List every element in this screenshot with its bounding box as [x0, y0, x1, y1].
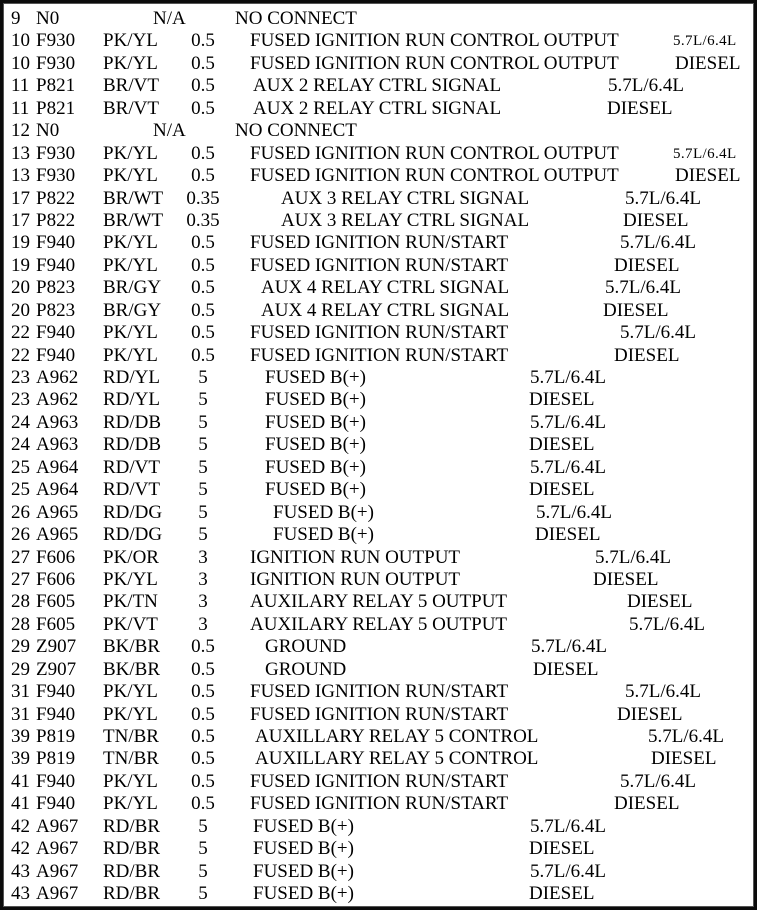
- engine-cell: DIESEL: [529, 389, 595, 411]
- function-cell: FUSED B(+): [265, 434, 366, 456]
- wire-color-cell: RD/YL: [103, 367, 160, 388]
- engine-cell: DIESEL: [603, 299, 669, 321]
- circuit-cell: P822: [36, 209, 76, 231]
- circuit-cell: A964: [36, 456, 79, 478]
- function-cell: FUSED IGNITION RUN/START: [250, 770, 509, 792]
- engine-cell: 5.7L/6.4L: [605, 277, 681, 299]
- pin-cell: 23: [11, 389, 30, 411]
- pin-cell: 9: [11, 8, 21, 29]
- gauge-cell: 5: [198, 524, 208, 546]
- gauge-cell: 0.5: [191, 97, 215, 119]
- circuit-cell: F606: [36, 568, 76, 590]
- pin-cell: 42: [11, 838, 30, 860]
- table-row: [3, 861, 754, 883]
- engine-cell: DIESEL: [593, 568, 659, 590]
- gauge-cell: N/A: [153, 8, 186, 29]
- gauge-cell: 0.5: [191, 254, 215, 276]
- pin-cell: 22: [11, 322, 30, 344]
- function-cell: FUSED IGNITION RUN CONTROL OUTPUT: [250, 165, 619, 187]
- function-cell: AUX 3 RELAY CTRL SIGNAL: [281, 209, 530, 231]
- table-row: [3, 816, 754, 838]
- pin-cell: 10: [11, 52, 30, 74]
- table-row: [3, 748, 754, 770]
- wire-color-cell: BR/GY: [103, 299, 162, 321]
- circuit-cell: A965: [36, 524, 79, 546]
- table-row: [3, 389, 754, 411]
- table-row: [3, 75, 754, 97]
- pin-cell: 23: [11, 367, 30, 388]
- table-row: [3, 457, 754, 479]
- function-cell: AUX 3 RELAY CTRL SIGNAL: [281, 187, 530, 209]
- gauge-cell: 5: [198, 501, 208, 523]
- engine-cell: 5.7L/6.4L: [536, 501, 612, 523]
- engine-cell: 5.7L/6.4L: [530, 860, 606, 882]
- gauge-cell: 3: [198, 568, 208, 590]
- engine-cell: 5.7L/6.4L: [620, 232, 696, 254]
- circuit-cell: F606: [36, 546, 76, 568]
- table-row: [3, 524, 754, 546]
- gauge-cell: 0.5: [191, 277, 215, 299]
- function-cell: FUSED B(+): [265, 479, 366, 501]
- gauge-cell: 0.5: [191, 793, 215, 815]
- circuit-cell: A963: [36, 434, 79, 456]
- function-cell: AUX 2 RELAY CTRL SIGNAL: [253, 75, 502, 97]
- function-cell: NO CONNECT: [235, 8, 357, 29]
- function-cell: FUSED IGNITION RUN CONTROL OUTPUT: [250, 30, 619, 52]
- circuit-cell: A963: [36, 411, 79, 433]
- engine-cell: DIESEL: [614, 344, 680, 366]
- engine-cell: DIESEL: [529, 883, 595, 905]
- pin-cell: 41: [11, 770, 30, 792]
- gauge-cell: 0.5: [191, 344, 215, 366]
- engine-cell: DIESEL: [533, 658, 599, 680]
- engine-cell: 5.7L/6.4L: [625, 187, 701, 209]
- circuit-cell: F940: [36, 703, 76, 725]
- table-row: [3, 210, 754, 232]
- table-row: [3, 726, 754, 748]
- function-cell: FUSED IGNITION RUN/START: [250, 232, 509, 254]
- gauge-cell: 5: [198, 456, 208, 478]
- table-row: [3, 143, 754, 165]
- gauge-cell: 0.5: [191, 703, 215, 725]
- circuit-cell: P822: [36, 187, 76, 209]
- wire-color-cell: PK/YL: [103, 344, 158, 366]
- engine-cell: DIESEL: [529, 838, 595, 860]
- pin-cell: 10: [11, 30, 30, 52]
- function-cell: FUSED IGNITION RUN/START: [250, 344, 509, 366]
- engine-cell: DIESEL: [675, 165, 741, 187]
- wire-color-cell: RD/BR: [103, 838, 161, 860]
- table-row: [3, 277, 754, 299]
- function-cell: AUX 4 RELAY CTRL SIGNAL: [261, 299, 510, 321]
- function-cell: AUXILLARY RELAY 5 CONTROL: [255, 748, 539, 770]
- engine-cell: 5.7L/6.4L: [625, 681, 701, 703]
- wire-color-cell: BR/WT: [103, 209, 164, 231]
- circuit-cell: N0: [36, 8, 60, 29]
- function-cell: FUSED IGNITION RUN/START: [250, 703, 509, 725]
- circuit-cell: A967: [36, 860, 79, 882]
- gauge-cell: 5: [198, 815, 208, 837]
- gauge-cell: 0.5: [191, 165, 215, 187]
- table-row: [3, 569, 754, 591]
- function-cell: FUSED B(+): [253, 815, 354, 837]
- engine-cell: 5.7L/6.4L: [531, 636, 607, 658]
- gauge-cell: 0.5: [191, 299, 215, 321]
- table-row: [3, 322, 754, 344]
- function-cell: FUSED B(+): [273, 524, 374, 546]
- circuit-cell: F605: [36, 613, 76, 635]
- pin-cell: 27: [11, 546, 30, 568]
- table-row: [3, 255, 754, 277]
- function-cell: FUSED B(+): [265, 367, 366, 388]
- gauge-cell: 5: [198, 411, 208, 433]
- gauge-cell: 5: [198, 367, 208, 388]
- table-row: [3, 614, 754, 636]
- wire-color-cell: BR/VT: [103, 75, 159, 97]
- function-cell: GROUND: [265, 658, 347, 680]
- engine-cell: DIESEL: [614, 254, 680, 276]
- pin-cell: 13: [11, 165, 30, 187]
- function-cell: FUSED IGNITION RUN/START: [250, 681, 509, 703]
- pin-cell: 39: [11, 726, 30, 747]
- table-row: [3, 883, 754, 905]
- engine-cell: 5.7L/6.4L: [530, 815, 606, 837]
- table-row: [3, 412, 754, 434]
- function-cell: FUSED B(+): [253, 883, 354, 905]
- wire-color-cell: RD/DB: [103, 411, 162, 433]
- pin-cell: 42: [11, 815, 30, 837]
- gauge-cell: 0.5: [191, 232, 215, 254]
- circuit-cell: A962: [36, 389, 79, 411]
- gauge-cell: 5: [198, 434, 208, 456]
- table-row: [3, 636, 754, 658]
- wire-color-cell: RD/BR: [103, 883, 161, 905]
- engine-cell: 5.7L/6.4L: [530, 411, 606, 433]
- table-row: [3, 681, 754, 703]
- wire-color-cell: BK/BR: [103, 658, 161, 680]
- engine-cell: 5.7L/6.4L: [620, 770, 696, 792]
- wire-color-cell: RD/YL: [103, 389, 160, 411]
- wire-color-cell: PK/YL: [103, 681, 158, 703]
- table-row: [3, 53, 754, 75]
- gauge-cell: 0.35: [186, 187, 220, 209]
- engine-cell: DIESEL: [529, 479, 595, 501]
- engine-cell: DIESEL: [617, 703, 683, 725]
- function-cell: FUSED B(+): [273, 501, 374, 523]
- pin-cell: 17: [11, 209, 30, 231]
- gauge-cell: 5: [198, 389, 208, 411]
- engine-cell: DIESEL: [535, 524, 601, 546]
- wire-color-cell: BK/BR: [103, 636, 161, 658]
- pin-cell: 20: [11, 299, 30, 321]
- wire-color-cell: RD/VT: [103, 456, 160, 478]
- function-cell: IGNITION RUN OUTPUT: [250, 546, 461, 568]
- pin-cell: 31: [11, 703, 30, 725]
- pin-cell: 24: [11, 411, 30, 433]
- pin-cell: 28: [11, 613, 30, 635]
- circuit-cell: F605: [36, 591, 76, 613]
- wire-color-cell: PK/YL: [103, 52, 158, 74]
- wire-color-cell: PK/YL: [103, 232, 158, 254]
- circuit-cell: P819: [36, 726, 76, 747]
- circuit-cell: F940: [36, 344, 76, 366]
- table-row: [3, 232, 754, 254]
- function-cell: AUXILARY RELAY 5 OUTPUT: [250, 613, 508, 635]
- pin-cell: 28: [11, 591, 30, 613]
- table-row: [3, 8, 754, 30]
- wire-color-cell: TN/BR: [103, 748, 159, 770]
- wire-color-cell: RD/BR: [103, 860, 161, 882]
- circuit-cell: F930: [36, 30, 76, 52]
- table-row: [3, 345, 754, 367]
- circuit-cell: N0: [36, 120, 60, 142]
- wire-color-cell: BR/WT: [103, 187, 164, 209]
- pin-cell: 20: [11, 277, 30, 299]
- table-row: [3, 547, 754, 569]
- gauge-cell: 5: [198, 838, 208, 860]
- gauge-cell: 0.5: [191, 322, 215, 344]
- pin-cell: 43: [11, 860, 30, 882]
- wire-color-cell: TN/BR: [103, 726, 159, 747]
- gauge-cell: 3: [198, 591, 208, 613]
- wire-color-cell: PK/YL: [103, 142, 158, 164]
- gauge-cell: 0.5: [191, 658, 215, 680]
- circuit-cell: F940: [36, 681, 76, 703]
- wire-color-cell: PK/YL: [103, 165, 158, 187]
- function-cell: FUSED IGNITION RUN/START: [250, 322, 509, 344]
- pin-cell: 41: [11, 793, 30, 815]
- function-cell: AUXILARY RELAY 5 OUTPUT: [250, 591, 508, 613]
- pin-cell: 13: [11, 142, 30, 164]
- circuit-cell: P823: [36, 277, 76, 299]
- pin-cell: 29: [11, 636, 30, 658]
- wire-color-cell: PK/TN: [103, 591, 158, 613]
- table-row: [3, 434, 754, 456]
- circuit-cell: F940: [36, 770, 76, 792]
- circuit-cell: A967: [36, 815, 79, 837]
- engine-cell: 5.7L/6.4L: [673, 145, 737, 162]
- wire-color-cell: PK/YL: [103, 30, 158, 52]
- table-row: [3, 98, 754, 120]
- circuit-cell: Z907: [36, 658, 77, 680]
- function-cell: FUSED B(+): [253, 860, 354, 882]
- wire-color-cell: RD/DG: [103, 524, 163, 546]
- gauge-cell: 5: [198, 883, 208, 905]
- gauge-cell: N/A: [153, 120, 186, 142]
- circuit-cell: A964: [36, 479, 79, 501]
- wire-color-cell: PK/OR: [103, 546, 159, 568]
- engine-cell: 5.7L/6.4L: [673, 33, 737, 50]
- table-row: [3, 659, 754, 681]
- circuit-cell: P819: [36, 748, 76, 770]
- engine-cell: DIESEL: [627, 591, 693, 613]
- pin-cell: 26: [11, 501, 30, 523]
- engine-cell: 5.7L/6.4L: [648, 726, 724, 747]
- circuit-cell: P821: [36, 97, 76, 119]
- circuit-cell: F940: [36, 254, 76, 276]
- table-row: [3, 793, 754, 815]
- wire-color-cell: PK/YL: [103, 793, 158, 815]
- table-row: [3, 300, 754, 322]
- gauge-cell: 0.5: [191, 52, 215, 74]
- wire-color-cell: BR/VT: [103, 97, 159, 119]
- engine-cell: DIESEL: [614, 793, 680, 815]
- circuit-cell: F930: [36, 165, 76, 187]
- pin-cell: 11: [11, 75, 30, 97]
- engine-cell: 5.7L/6.4L: [608, 75, 684, 97]
- gauge-cell: 0.5: [191, 770, 215, 792]
- wire-color-cell: PK/YL: [103, 770, 158, 792]
- wire-color-cell: PK/YL: [103, 322, 158, 344]
- pin-cell: 24: [11, 434, 30, 456]
- function-cell: FUSED B(+): [253, 838, 354, 860]
- table-row: [3, 120, 754, 142]
- function-cell: IGNITION RUN OUTPUT: [250, 568, 461, 590]
- wire-color-cell: BR/GY: [103, 277, 162, 299]
- engine-cell: 5.7L/6.4L: [530, 456, 606, 478]
- pin-cell: 26: [11, 524, 30, 546]
- wire-color-cell: RD/DB: [103, 434, 162, 456]
- gauge-cell: 0.5: [191, 75, 215, 97]
- function-cell: FUSED IGNITION RUN/START: [250, 254, 509, 276]
- circuit-cell: A965: [36, 501, 79, 523]
- function-cell: FUSED IGNITION RUN/START: [250, 793, 509, 815]
- pin-cell: 19: [11, 232, 30, 254]
- function-cell: AUX 4 RELAY CTRL SIGNAL: [261, 277, 510, 299]
- table-row: [3, 771, 754, 793]
- table-row: [3, 30, 754, 52]
- engine-cell: 5.7L/6.4L: [629, 613, 705, 635]
- function-cell: NO CONNECT: [235, 120, 357, 142]
- circuit-cell: P821: [36, 75, 76, 97]
- circuit-cell: F930: [36, 142, 76, 164]
- pin-cell: 31: [11, 681, 30, 703]
- pin-cell: 19: [11, 254, 30, 276]
- engine-cell: 5.7L/6.4L: [530, 367, 606, 388]
- circuit-cell: A967: [36, 883, 79, 905]
- pin-cell: 27: [11, 568, 30, 590]
- wire-color-cell: PK/YL: [103, 703, 158, 725]
- circuit-cell: F930: [36, 52, 76, 74]
- pin-cell: 29: [11, 658, 30, 680]
- circuit-cell: F940: [36, 322, 76, 344]
- engine-cell: DIESEL: [529, 434, 595, 456]
- circuit-cell: P823: [36, 299, 76, 321]
- function-cell: GROUND: [265, 636, 347, 658]
- engine-cell: DIESEL: [651, 748, 717, 770]
- pin-cell: 22: [11, 344, 30, 366]
- pin-cell: 25: [11, 456, 30, 478]
- pin-cell: 17: [11, 187, 30, 209]
- engine-cell: 5.7L/6.4L: [620, 322, 696, 344]
- table-row: [3, 838, 754, 860]
- function-cell: FUSED B(+): [265, 456, 366, 478]
- function-cell: AUXILLARY RELAY 5 CONTROL: [255, 726, 539, 747]
- pin-cell: 11: [11, 97, 30, 119]
- table-row: [3, 502, 754, 524]
- gauge-cell: 3: [198, 546, 208, 568]
- table-row: [3, 479, 754, 501]
- engine-cell: DIESEL: [623, 209, 689, 231]
- gauge-cell: 0.5: [191, 748, 215, 770]
- function-cell: FUSED B(+): [265, 389, 366, 411]
- wire-color-cell: PK/VT: [103, 613, 158, 635]
- wire-color-cell: RD/BR: [103, 815, 161, 837]
- gauge-cell: 0.5: [191, 726, 215, 747]
- pin-cell: 12: [11, 120, 30, 142]
- gauge-cell: 5: [198, 860, 208, 882]
- table-row: [3, 591, 754, 613]
- wire-color-cell: PK/YL: [103, 568, 158, 590]
- gauge-cell: 3: [198, 613, 208, 635]
- wire-color-cell: RD/VT: [103, 479, 160, 501]
- function-cell: AUX 2 RELAY CTRL SIGNAL: [253, 97, 502, 119]
- gauge-cell: 5: [198, 479, 208, 501]
- circuit-cell: A962: [36, 367, 79, 388]
- table-row: [3, 367, 754, 389]
- engine-cell: 5.7L/6.4L: [595, 546, 671, 568]
- circuit-cell: Z907: [36, 636, 77, 658]
- wire-color-cell: RD/DG: [103, 501, 163, 523]
- circuit-cell: F940: [36, 232, 76, 254]
- circuit-cell: A967: [36, 838, 79, 860]
- table-row: [3, 165, 754, 187]
- circuit-cell: F940: [36, 793, 76, 815]
- engine-cell: DIESEL: [675, 52, 741, 74]
- gauge-cell: 0.5: [191, 142, 215, 164]
- pin-cell: 25: [11, 479, 30, 501]
- pin-cell: 43: [11, 883, 30, 905]
- pinout-rows: [3, 8, 754, 906]
- gauge-cell: 0.35: [186, 209, 220, 231]
- function-cell: FUSED IGNITION RUN CONTROL OUTPUT: [250, 142, 619, 164]
- gauge-cell: 0.5: [191, 30, 215, 52]
- gauge-cell: 0.5: [191, 636, 215, 658]
- function-cell: FUSED B(+): [265, 411, 366, 433]
- engine-cell: DIESEL: [607, 97, 673, 119]
- table-row: [3, 704, 754, 726]
- gauge-cell: 0.5: [191, 681, 215, 703]
- function-cell: FUSED IGNITION RUN CONTROL OUTPUT: [250, 52, 619, 74]
- table-row: [3, 188, 754, 210]
- wire-color-cell: PK/YL: [103, 254, 158, 276]
- pin-cell: 39: [11, 748, 30, 770]
